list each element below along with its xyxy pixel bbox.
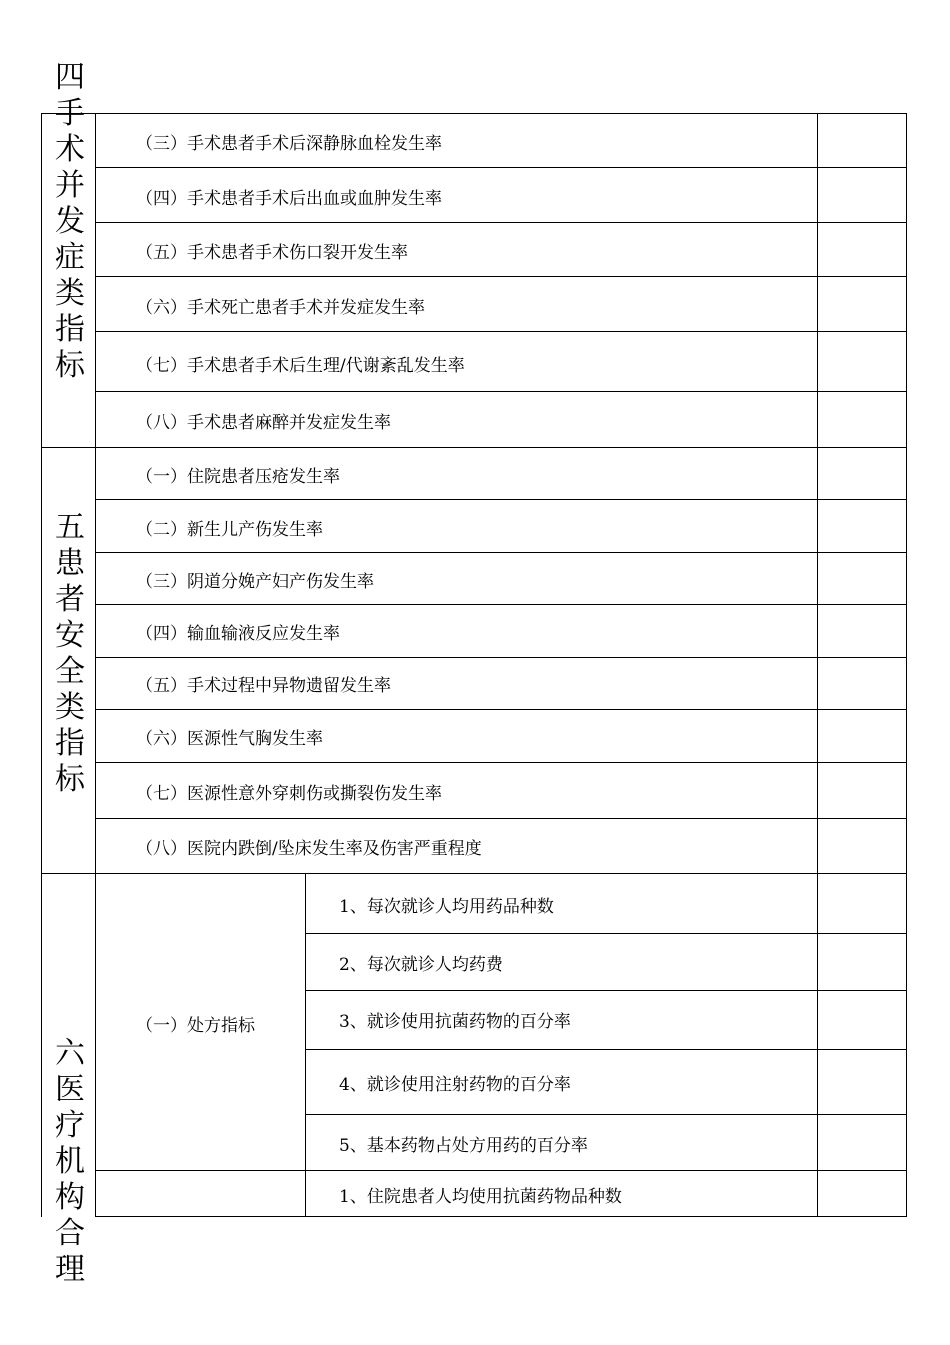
table-frame-left bbox=[41, 113, 42, 1217]
indicator-row: （八）医院内跌倒/坠床发生率及伤害严重程度 bbox=[136, 839, 482, 859]
indicator-row: （七）手术患者手术后生理/代谢紊乱发生率 bbox=[136, 356, 465, 376]
row-divider bbox=[95, 762, 906, 763]
row-divider bbox=[95, 818, 906, 819]
row-divider bbox=[95, 709, 906, 710]
indicator-row: （三）阴道分娩产妇产伤发生率 bbox=[136, 572, 374, 592]
row-divider bbox=[95, 499, 906, 500]
indicator-row: 3、就诊使用抗菌药物的百分率 bbox=[339, 1012, 571, 1032]
section-label-surgical-complications: 四手术并发症类指标 bbox=[55, 60, 85, 383]
row-divider bbox=[305, 933, 906, 934]
indicator-row: 5、基本药物占处方用药的百分率 bbox=[339, 1136, 588, 1156]
indicator-row: （八）手术患者麻醉并发症发生率 bbox=[136, 413, 391, 433]
row-divider bbox=[95, 391, 906, 392]
row-divider bbox=[95, 167, 906, 168]
indicator-row: （六）手术死亡患者手术并发症发生率 bbox=[136, 298, 425, 318]
section-label-patient-safety: 五患者安全类指标 bbox=[55, 510, 85, 797]
row-divider bbox=[95, 276, 906, 277]
indicator-row: 1、每次就诊人均用药品种数 bbox=[339, 897, 554, 917]
section-label-rational-drug-use: 六医疗机构合理 bbox=[55, 1036, 85, 1287]
indicator-row: （五）手术过程中异物遗留发生率 bbox=[136, 676, 391, 696]
indicator-row: （六）医源性气胸发生率 bbox=[136, 729, 323, 749]
row-divider bbox=[95, 1170, 906, 1171]
indicator-row: 2、每次就诊人均药费 bbox=[339, 955, 503, 975]
subgroup-label-prescription: （一）处方指标 bbox=[136, 1016, 255, 1036]
indicator-row: （四）手术患者手术后出血或血肿发生率 bbox=[136, 189, 442, 209]
value-column-divider bbox=[817, 113, 818, 1217]
indicator-row: （二）新生儿产伤发生率 bbox=[136, 520, 323, 540]
row-divider bbox=[305, 1114, 906, 1115]
table-frame-bottom bbox=[95, 1216, 906, 1217]
table-frame-top bbox=[41, 113, 906, 114]
section-divider bbox=[41, 447, 906, 448]
row-divider bbox=[95, 222, 906, 223]
row-divider bbox=[95, 657, 906, 658]
row-divider bbox=[95, 552, 906, 553]
row-divider bbox=[305, 990, 906, 991]
indicator-row: （一）住院患者压疮发生率 bbox=[136, 467, 340, 487]
indicator-row: （四）输血输液反应发生率 bbox=[136, 624, 340, 644]
subgroup-column-divider bbox=[305, 874, 306, 1217]
section-divider bbox=[41, 873, 906, 874]
row-divider bbox=[305, 1049, 906, 1050]
indicator-row: 4、就诊使用注射药物的百分率 bbox=[339, 1075, 571, 1095]
label-column-divider bbox=[95, 113, 96, 1217]
indicator-row: 1、住院患者人均使用抗菌药物品种数 bbox=[339, 1187, 622, 1207]
indicator-row: （七）医源性意外穿刺伤或撕裂伤发生率 bbox=[136, 784, 442, 804]
indicator-row: （三）手术患者手术后深静脉血栓发生率 bbox=[136, 134, 442, 154]
row-divider bbox=[95, 604, 906, 605]
indicator-row: （五）手术患者手术伤口裂开发生率 bbox=[136, 243, 408, 263]
row-divider bbox=[95, 331, 906, 332]
table-frame-right bbox=[906, 113, 907, 1217]
